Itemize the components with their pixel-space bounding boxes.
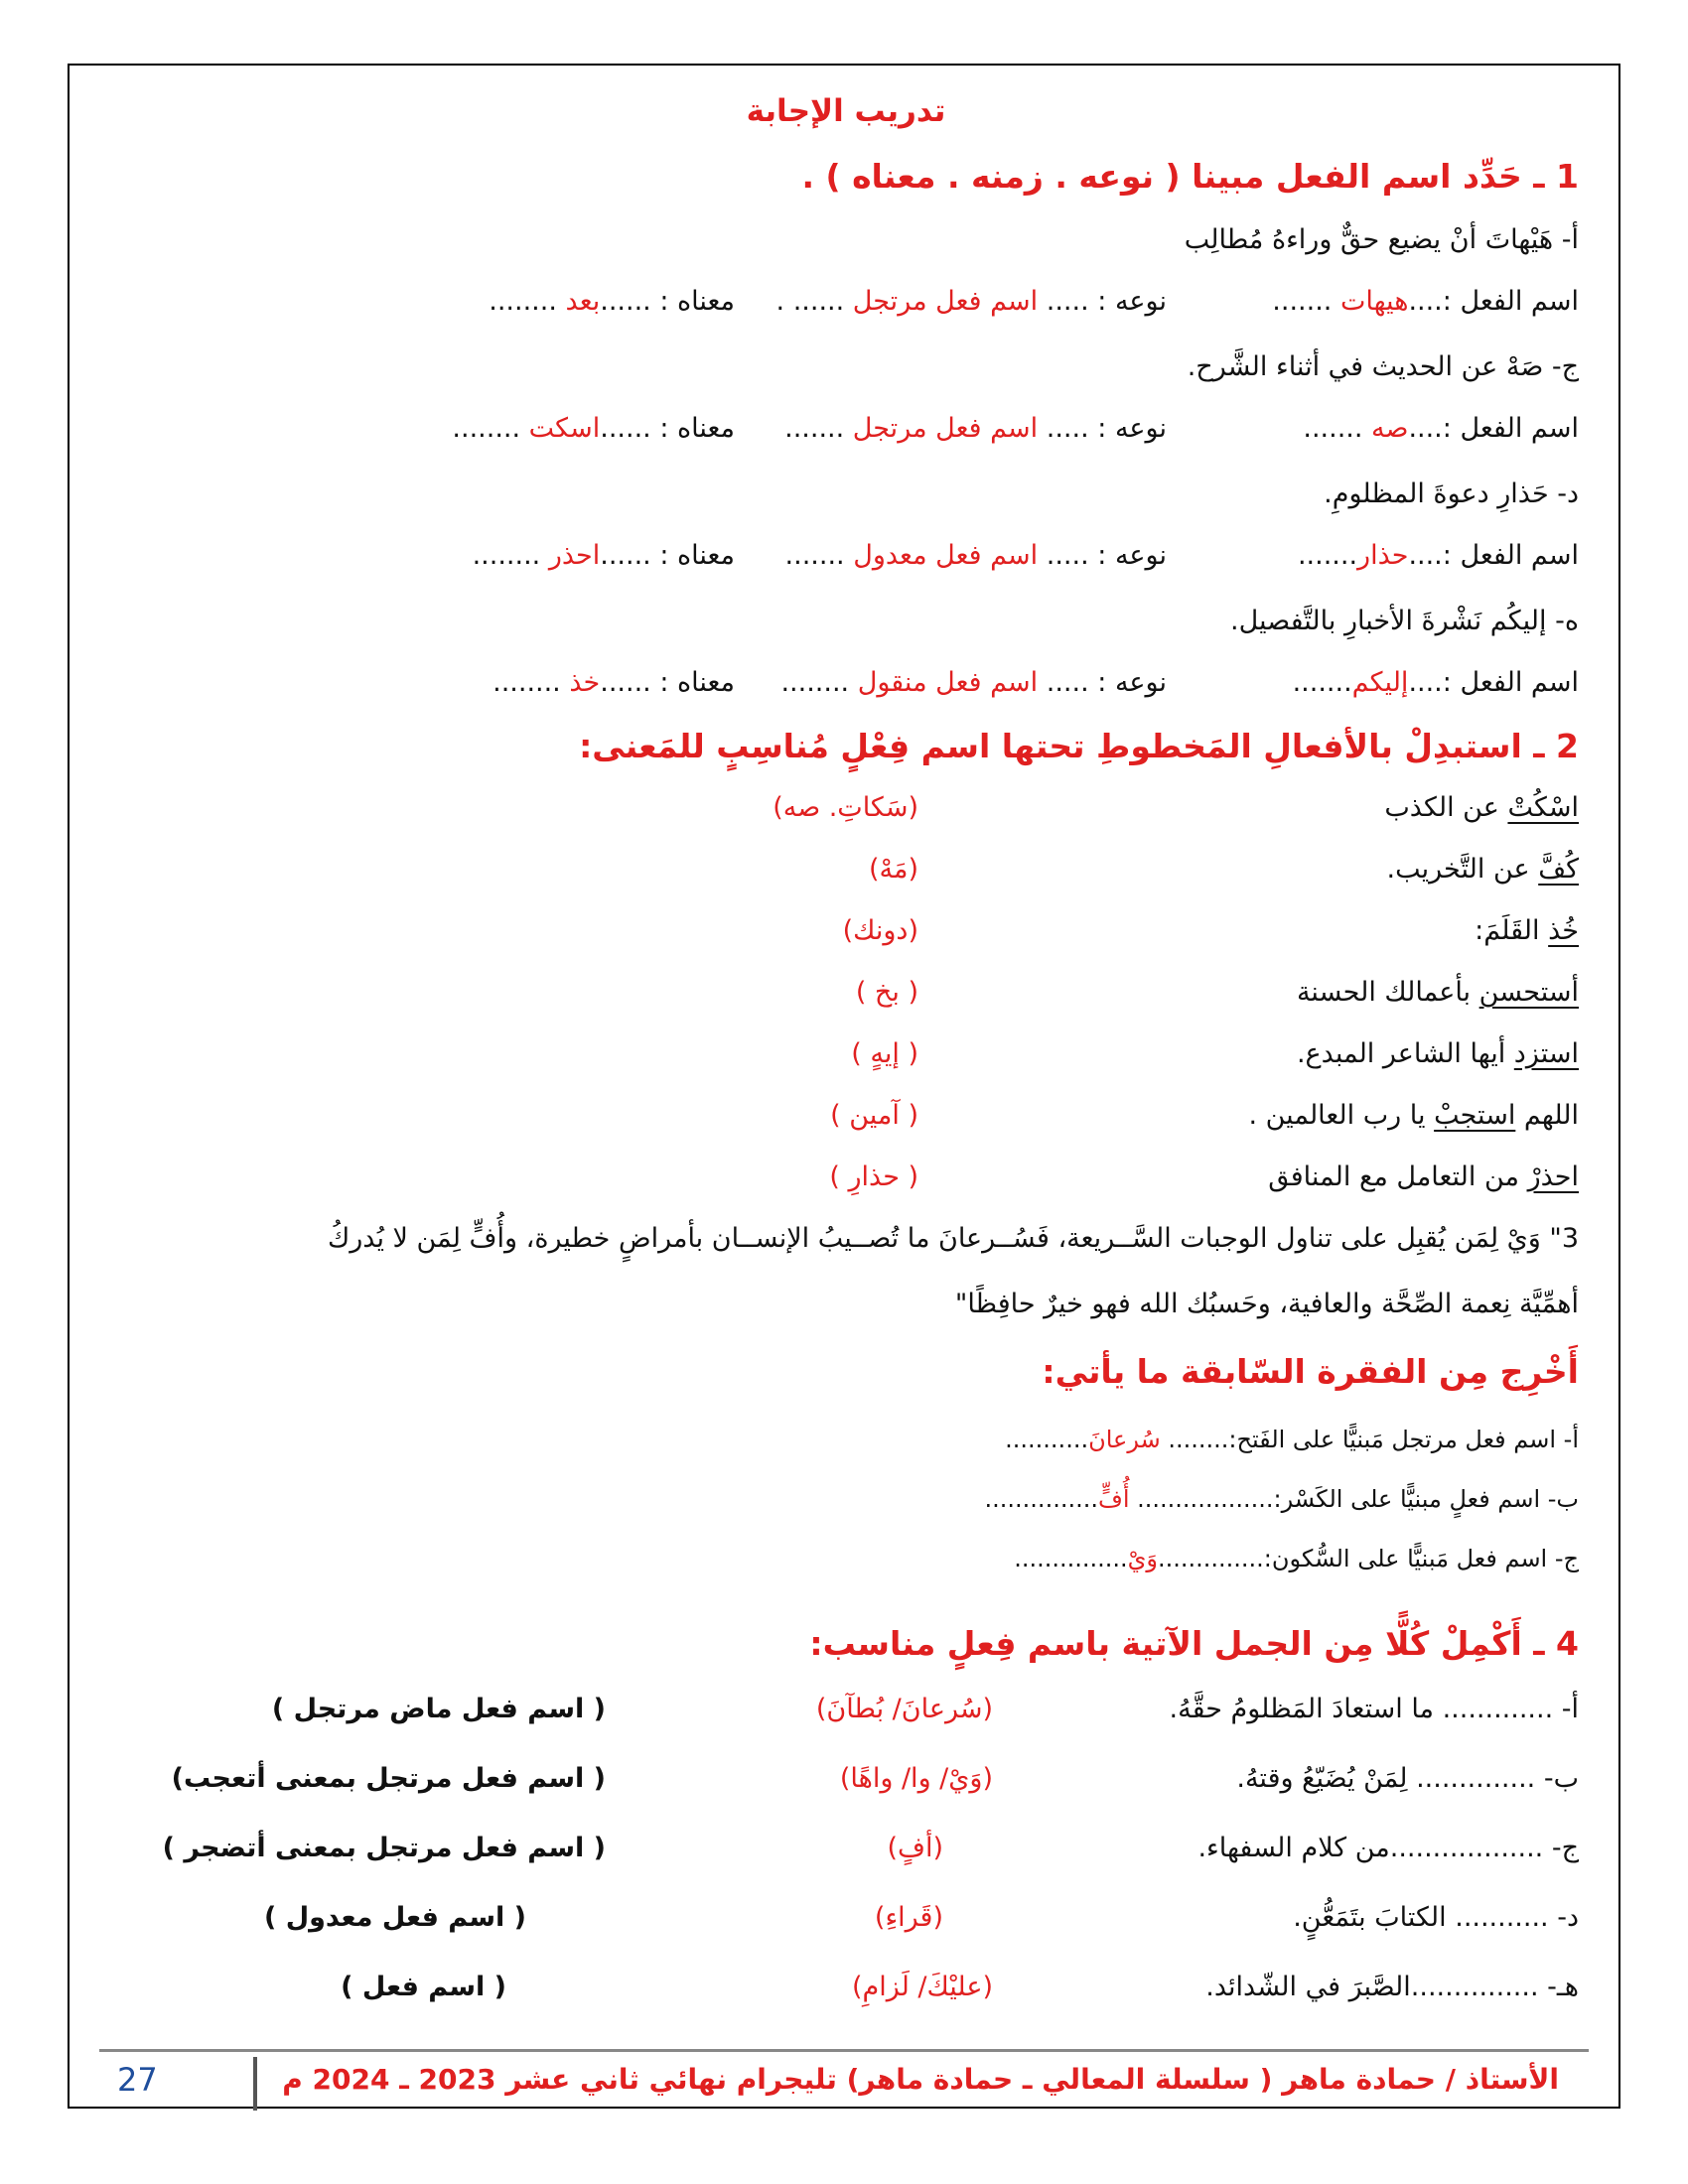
q4-answer-e: (عليْكَ/ لَزامِ) [851, 1972, 993, 2002]
q1-meaning-j: معناه : ......اسكت ........ [452, 413, 735, 444]
footer-rule [99, 2049, 1589, 2052]
footer-divider [253, 2057, 257, 2111]
q2-item-3: خُذ القَلَمَ: [1475, 915, 1579, 946]
q1-type-h: نوعه : ..... اسم فعل منقول ........ [780, 667, 1167, 698]
q1-sentence-j: ج- صَهْ عن الحديث في أثناء الشَّرح. [1187, 351, 1579, 382]
q2-item-4: أستحسن بأعمالك الحسنة [1296, 977, 1579, 1008]
q4-answer-a: (سُرعانَ/ بُطآنَ) [815, 1694, 993, 1724]
q4-heading: 4 ـ أَكْمِلْ كُلًّا مِن الجمل الآتية باسم فِعلٍ مناسب: [809, 1624, 1579, 1663]
page-number: 27 [117, 2061, 158, 2099]
q2-answer-3: (دونك) [842, 915, 918, 946]
q1-type-a: نوعه : ..... اسم فعل مرتجل ...... . [775, 286, 1167, 317]
q2-answer-6: ( آمين ) [830, 1100, 918, 1131]
q2-item-7: احذرْ من التعامل مع المنافق [1268, 1161, 1579, 1192]
q1-type-j: نوعه : ..... اسم فعل مرتجل ....... [784, 413, 1167, 444]
q2-answer-4: ( بخ ) [855, 977, 918, 1008]
q1-sentence-a: أ- هَيْهاتَ أنْ يضيع حقٌّ وراءهُ مُطالِب [1184, 224, 1579, 255]
q2-item-1: اسْكُتْ عن الكذب [1384, 792, 1579, 823]
q1-sentence-d: د- حَذارِ دعوةَ المظلومِ. [1324, 478, 1579, 509]
q4-type-d: ( اسم فعل معدول ) [263, 1902, 526, 1933]
q3-paragraph-line-2: أهمِّيَّة نِعمة الصِّحَّة والعافية، وحَسبُك الله فهو خيرٌ حافِظًا" [954, 1289, 1579, 1319]
q4-sentence-e: هـ- ...............الصَّبرَ في الشّدائد. [1205, 1972, 1579, 2002]
q1-name-a: اسم الفعل :....هيهات ....... [1272, 286, 1579, 317]
q4-type-a: ( اسم فعل ماض مرتجل ) [271, 1694, 606, 1724]
q2-heading: 2 ـ استبدِلْ بالأفعالِ المَخطوطِ تحتها اسم فِعْلٍ مُناسِبٍ للمَعنى: [579, 727, 1579, 765]
q2-answer-5: ( إيهٍ ) [851, 1038, 918, 1069]
footer-credit: الأستاذ / حمادة ماهر ( سلسلة المعالي ـ حمادة ماهر) تليجرام نهائي ثاني عشر 2023 ـ 2024 م [282, 2063, 1559, 2096]
q1-meaning-h: معناه : ......خذ ........ [492, 667, 735, 698]
q1-type-d: نوعه : ..... اسم فعل معدول ....... [784, 540, 1167, 571]
q2-item-6: اللهم استجبْ يا رب العالمين . [1248, 1100, 1579, 1131]
q4-type-c: ( اسم فعل مرتجل بمعنى أتضجر ) [162, 1833, 606, 1863]
q3-item-a: أ- اسم فعل مرتجل مَبنيًّا على الفَتح:........ سُرعانَ........... [1005, 1426, 1579, 1453]
q4-answer-b: (وَيْ/ وا/ واهًا) [839, 1763, 993, 1794]
q4-answer-c: (أفٍ) [887, 1833, 943, 1863]
q3-item-b: ب- اسم فعلٍ مبنيًّا على الكَسْر:.................. أُفٍّ............... [984, 1485, 1579, 1513]
q4-sentence-a: أ- ............. ما استعادَ المَظلومُ حقَّهُ. [1169, 1694, 1579, 1724]
q3-paragraph-line-1: 3" وَيْ لِمَن يُقبِل على تناول الوجبات السَّــريعة، فَسُــرعانَ ما تُصــيبُ الإنســان بأمراضٍ خطيرة، وأُفٍّ لِمَن لا يُدركُ [328, 1223, 1579, 1254]
q1-meaning-d: معناه : ......احذر ........ [472, 540, 735, 571]
page-title: تدريب الإجابة [746, 93, 946, 129]
q2-item-2: كُفَّ عن التَّخريب. [1386, 854, 1579, 885]
q3-heading: أَخْرِج مِن الفقرة السّابقة ما يأتي: [1042, 1352, 1579, 1391]
q2-answer-1: (سَكاتِ. صه) [773, 792, 918, 823]
q1-meaning-a: معناه : ......بعد ........ [489, 286, 735, 317]
q1-heading: 1 ـ حَدِّد اسم الفعل مبينا ( نوعه . زمنه . معناه ) . [801, 157, 1579, 196]
q3-item-c: ج- اسم فعل مَبنيًّا على السُّكون:..............وَيْ............... [1014, 1545, 1579, 1572]
q2-item-5: استزد أيها الشاعر المبدع. [1296, 1038, 1579, 1069]
q4-type-b: ( اسم فعل مرتجل بمعنى أتعجب) [171, 1763, 606, 1794]
q4-sentence-d: د- ........... الكتابَ بتَمَعُّنٍ. [1293, 1902, 1579, 1933]
q4-type-e: ( اسم فعل ) [341, 1972, 506, 2002]
q4-sentence-c: ج- ..................من كلام السفهاء. [1197, 1833, 1579, 1863]
q2-answer-2: (مَهْ) [868, 854, 918, 885]
q4-sentence-b: ب- .............. لِمَنْ يُضَيّعُ وقتهُ. [1236, 1763, 1579, 1794]
q1-name-j: اسم الفعل :....صه ....... [1303, 413, 1579, 444]
q1-name-d: اسم الفعل :....حذار....... [1297, 540, 1579, 571]
q1-sentence-h: ه- إليكُم نَشْرةَ الأخبارِ بالتَّفصيل. [1230, 606, 1579, 636]
q1-name-h: اسم الفعل :....إليكم....... [1292, 667, 1579, 698]
q2-answer-7: ( حذارِ ) [829, 1161, 918, 1192]
page-frame [68, 64, 1620, 2109]
q4-answer-d: (قَراءِ) [874, 1902, 943, 1933]
